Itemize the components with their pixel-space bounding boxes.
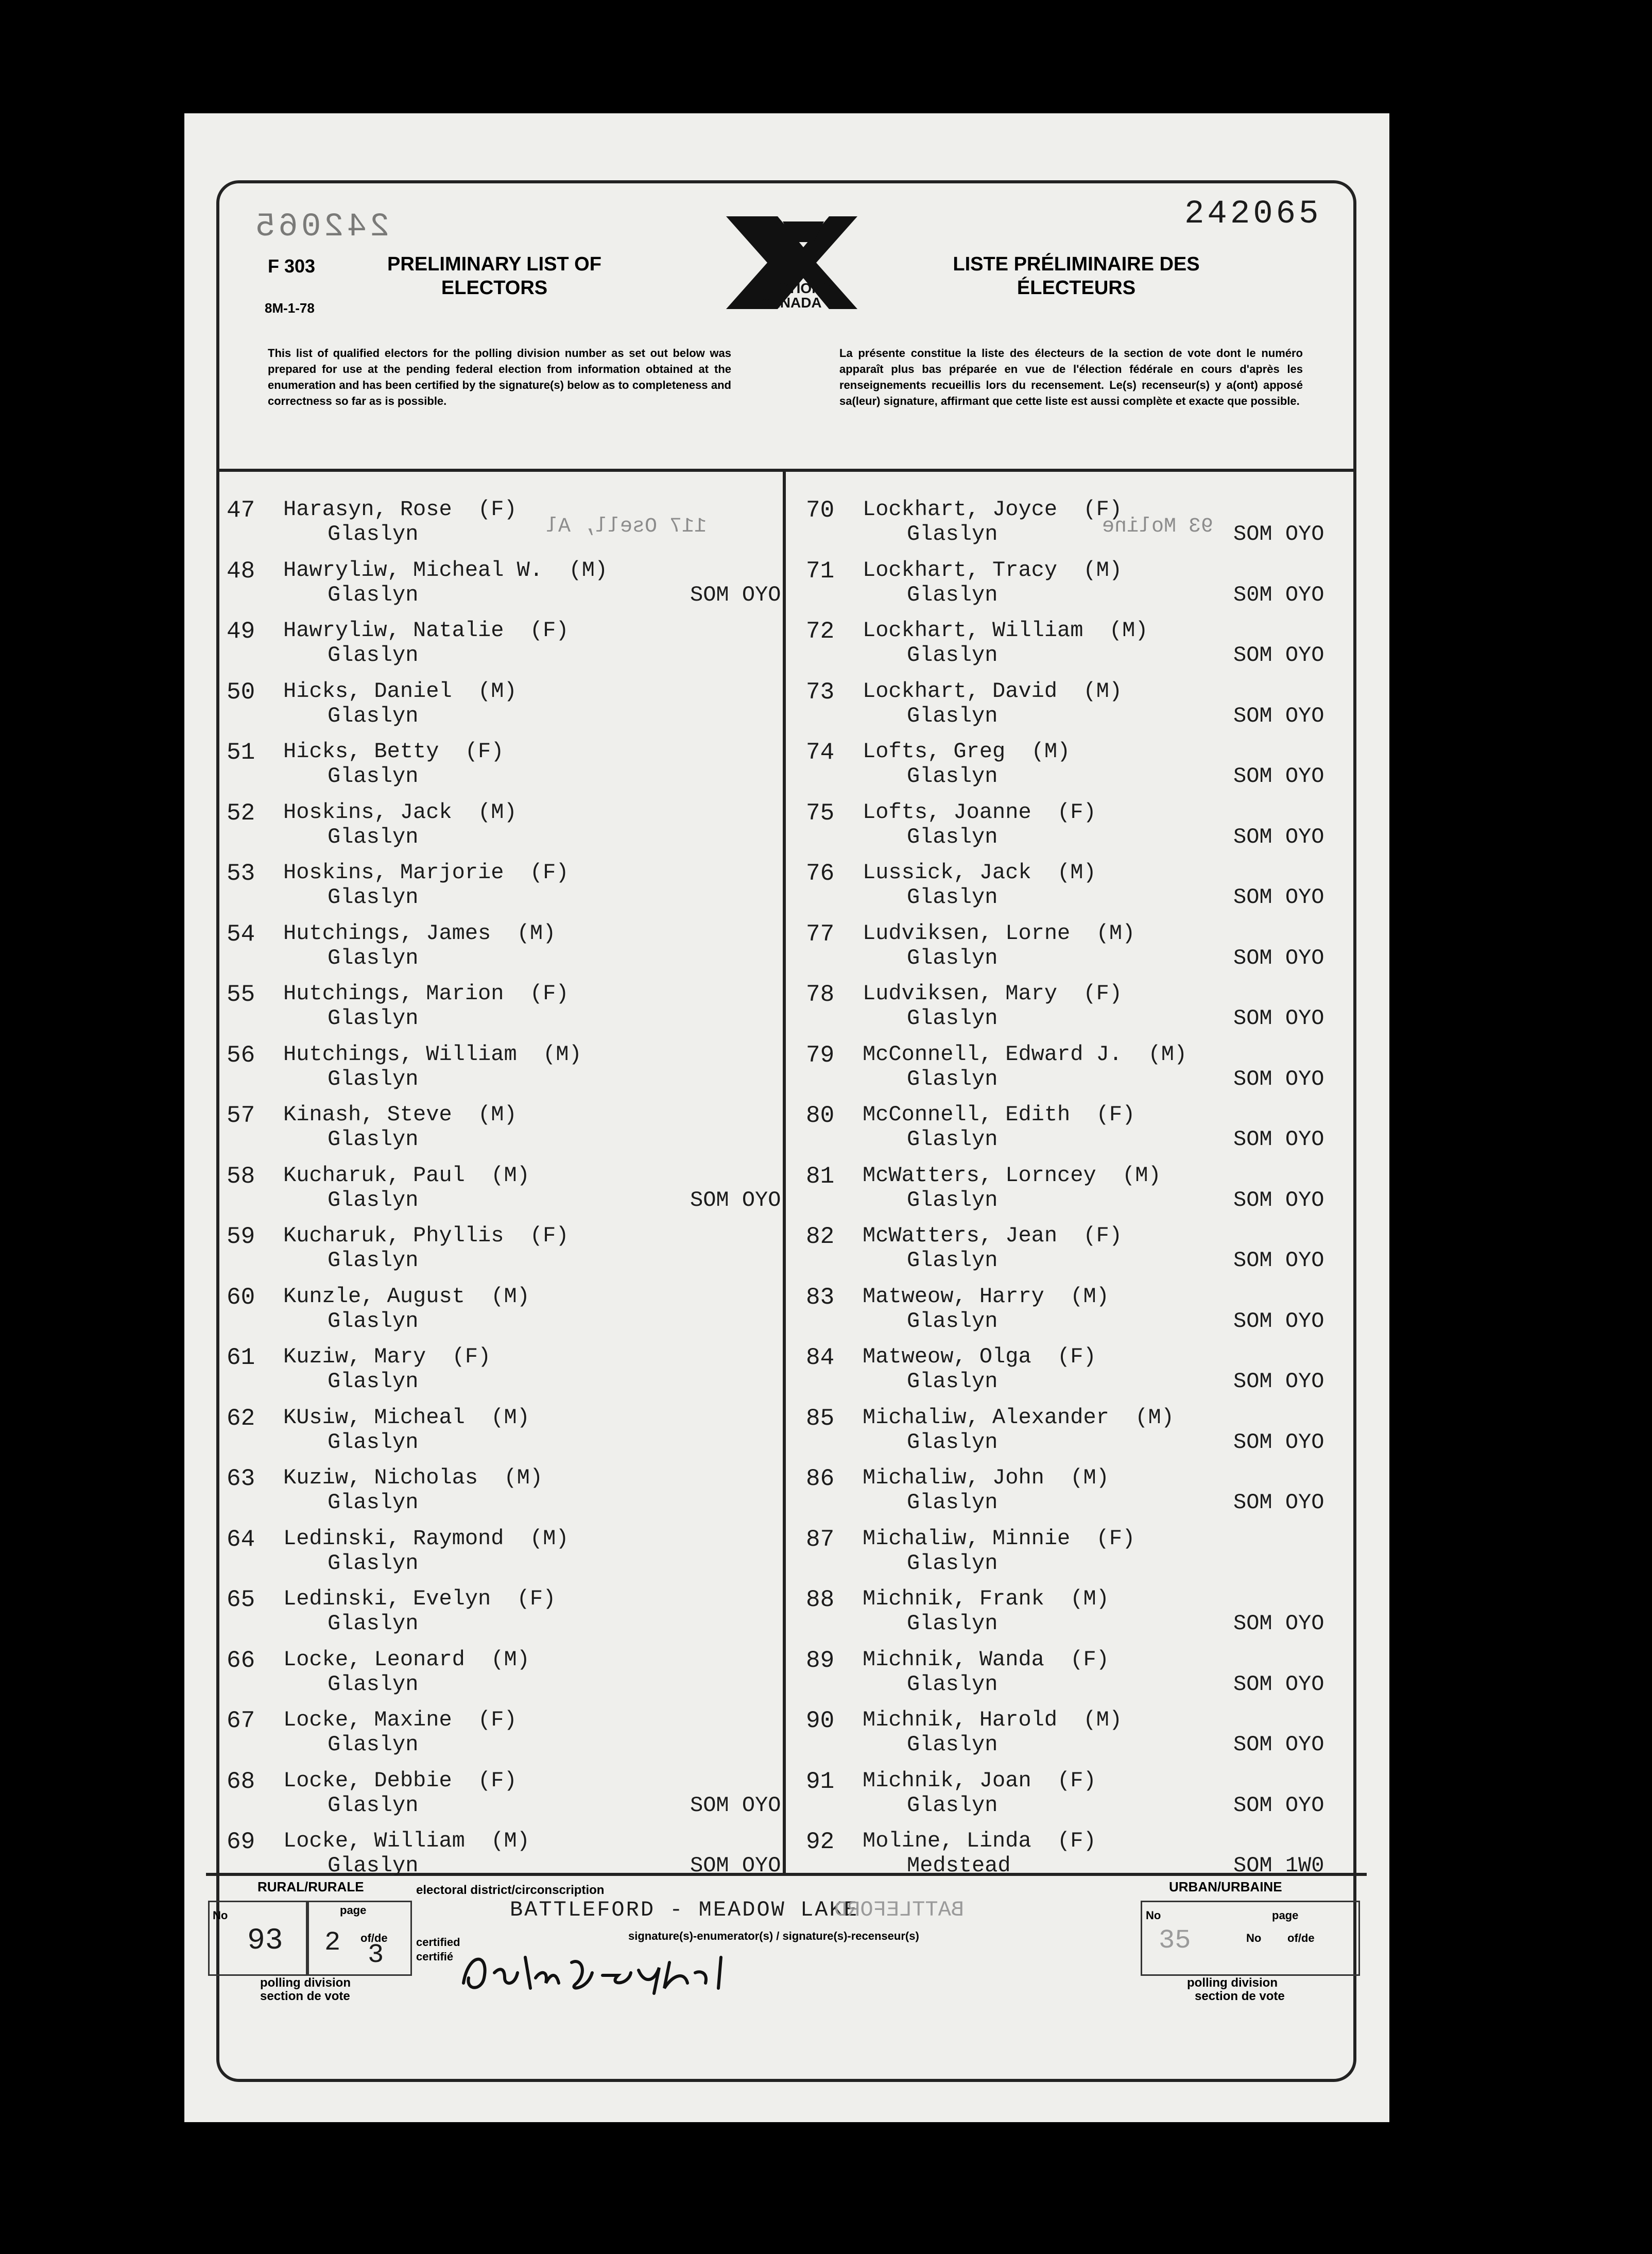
elector-row [806,921,1367,982]
elector-name: Moline, Linda (F) [863,1829,1096,1853]
elector-row [227,558,824,619]
elector-row [227,1042,824,1103]
elector-locality: Glaslyn [328,1671,419,1697]
elector-row [227,800,824,861]
elector-postal-code: SOM OYO [1233,1248,1324,1273]
elector-locality: Glaslyn [907,824,998,849]
elector-row [806,981,1367,1042]
district-label: electoral district/circonscription [416,1883,605,1897]
elector-name: Hawryliw, Natalie (F) [283,618,569,643]
elector-row [227,739,824,800]
elector-number: 84 [806,1344,835,1371]
elector-postal-code: SOM OYO [1233,824,1324,849]
elector-locality: Glaslyn [907,1308,998,1334]
elector-row [227,860,824,921]
elector-name: Hawryliw, Micheal W. (M) [283,557,608,583]
elector-name: Michaliw, Minnie (F) [863,1526,1135,1551]
elector-number: 67 [227,1707,255,1734]
enumerator-signature [453,1942,783,1999]
elector-locality: Glaslyn [328,1732,419,1757]
elector-number: 90 [806,1707,835,1734]
elector-number: 91 [806,1768,835,1795]
section-de-vote-label: section de vote [260,1989,350,2003]
elector-row [227,497,824,558]
elector-name: Kuziw, Nicholas (M) [283,1465,543,1490]
elector-postal-code: SOM OYO [1233,522,1324,547]
urban-page-label: page [1272,1909,1299,1922]
elector-number: 82 [806,1223,835,1250]
elector-locality: Glaslyn [328,1429,419,1455]
elector-row [227,1647,824,1708]
elector-row [806,1647,1367,1708]
elector-number: 63 [227,1465,255,1492]
elector-number: 74 [806,739,835,766]
elector-number: 57 [227,1102,255,1129]
district-value: BATTLEFORD - MEADOW LAKE [510,1898,858,1922]
elector-name: McWatters, Jean (F) [863,1223,1123,1248]
elector-number: 80 [806,1102,835,1129]
polling-division-label-urban: polling division [1187,1976,1278,1990]
elector-name: Michaliw, Alexander (M) [863,1405,1174,1430]
elector-number: 64 [227,1526,255,1553]
elector-row [806,1526,1367,1587]
elector-name: Lofts, Joanne (F) [863,799,1096,825]
elector-locality: Glaslyn [907,582,998,607]
elector-number: 72 [806,618,835,645]
elector-name: Hoskins, Marjorie (F) [283,860,569,885]
elector-locality: Glaslyn [328,885,419,910]
elector-number: 48 [227,557,255,585]
elector-number: 51 [227,739,255,766]
elector-locality: Glaslyn [907,1127,998,1152]
elector-number: 77 [806,920,835,948]
elector-name: Hutchings, Marion (F) [283,981,569,1006]
elector-locality: Glaslyn [907,1248,998,1273]
elector-row [806,1284,1367,1345]
elector-locality: Glaslyn [907,522,998,547]
elector-locality: Glaslyn [328,1853,419,1878]
no-label: No [213,1909,228,1922]
elector-number: 70 [806,497,835,524]
elector-locality: Glaslyn [907,1732,998,1757]
elector-name: Kucharuk, Paul (M) [283,1163,530,1188]
elector-name: Harasyn, Rose (F) [283,497,517,522]
elector-locality: Glaslyn [328,1550,419,1576]
elector-row [227,1405,824,1466]
elector-row [227,1344,824,1405]
elector-locality: Glaslyn [328,1490,419,1515]
elector-row [806,558,1367,619]
rural-label: RURAL/RURALE [257,1879,364,1894]
elector-postal-code: SOM OYO [1233,1671,1324,1697]
elector-row [806,1768,1367,1829]
elector-number: 92 [806,1829,835,1855]
elector-name: McWatters, Lorncey (M) [863,1163,1161,1188]
elector-name: Ledinski, Evelyn (F) [283,1586,556,1611]
elector-locality: Glaslyn [328,824,419,849]
elector-number: 65 [227,1586,255,1613]
elector-row [806,618,1367,679]
agency-name: ELECTIONS CANADA [749,280,832,311]
elector-name: Michnik, Harold (M) [863,1707,1123,1732]
elector-postal-code: SOM OYO [1233,1187,1324,1213]
elector-number: 85 [806,1405,835,1432]
elector-name: Lockhart, Joyce (F) [863,497,1123,522]
elector-number: 83 [806,1284,835,1311]
elector-name: Ledinski, Raymond (M) [283,1526,569,1551]
elector-locality: Glaslyn [328,1308,419,1334]
elector-locality: Glaslyn [907,1611,998,1636]
elector-row [806,1102,1367,1163]
elector-row [806,1163,1367,1224]
elector-row [227,1707,824,1768]
elector-postal-code: SOM OYO [1233,1006,1324,1031]
urban-no-label-2: No [1246,1932,1262,1944]
elector-name: Locke, Debbie (F) [283,1768,517,1793]
elector-number: 88 [806,1586,835,1613]
elector-name: Ludviksen, Lorne (M) [863,920,1135,946]
elector-name: Locke, Leonard (M) [283,1647,530,1672]
elector-postal-code: SOM OYO [1233,1369,1324,1394]
elector-name: Michaliw, John (M) [863,1465,1109,1490]
elector-postal-code: SOM OYO [1233,703,1324,728]
elector-locality: Glaslyn [328,1369,419,1394]
elector-locality: Glaslyn [328,945,419,970]
elector-locality: Glaslyn [328,1248,419,1273]
urban-label: URBAN/URBAINE [1169,1879,1282,1894]
district-bleedthrough: BATTLEFORD [834,1898,965,1922]
elector-row [227,1465,824,1526]
urban-bleedthrough: 35 [1159,1925,1191,1956]
elector-row [227,1284,824,1345]
elector-number: 53 [227,860,255,887]
elector-locality: Glaslyn [328,643,419,668]
polling-division-label: polling division [260,1976,351,1990]
elector-row [227,1768,824,1829]
elector-row [227,1163,824,1224]
elector-postal-code: SOM OYO [1233,1127,1324,1152]
elector-name: Michnik, Frank (M) [863,1586,1109,1611]
elector-locality: Glaslyn [907,1490,998,1515]
elector-locality: Glaslyn [328,522,419,547]
elector-row [806,739,1367,800]
elector-number: 79 [806,1041,835,1069]
elector-name: Lockhart, William (M) [863,618,1148,643]
elector-row [227,679,824,740]
signature-label: signature(s)-enumerator(s) / signature(s)-recenseur(s) [628,1929,919,1942]
elector-name: Ludviksen, Mary (F) [863,981,1123,1006]
elector-postal-code: SOM OYO [690,1853,781,1878]
polling-division-number: 93 [247,1924,283,1958]
elector-locality: Glaslyn [328,1066,419,1091]
elector-row [806,1707,1367,1768]
header-divider [216,469,1356,472]
certified-label-fr: certifié [416,1950,454,1963]
elector-row [227,1526,824,1587]
elector-postal-code: SOM OYO [1233,764,1324,789]
elector-number: 61 [227,1344,255,1371]
elector-locality: Glaslyn [907,1429,998,1455]
elector-number: 50 [227,678,255,706]
elector-number: 55 [227,981,255,1008]
elector-locality: Glaslyn [328,764,419,789]
elector-locality: Glaslyn [907,1671,998,1697]
elector-row [227,1586,824,1647]
elector-postal-code: SOM OYO [1233,1308,1324,1334]
elector-number: 86 [806,1465,835,1492]
elector-row [806,1465,1367,1526]
elector-row [227,618,824,679]
elector-locality: Glaslyn [907,945,998,970]
form-code: F 303 [268,255,316,277]
elector-locality: Glaslyn [907,703,998,728]
elector-locality: Glaslyn [328,582,419,607]
title-french: LISTE PRÉLIMINAIRE DES ÉLECTEURS [953,253,1200,299]
elector-name: McConnell, Edward J. (M) [863,1041,1188,1067]
elector-locality: Glaslyn [328,1127,419,1152]
elector-locality: Glaslyn [907,1006,998,1031]
elector-number: 68 [227,1768,255,1795]
elector-locality: Glaslyn [907,643,998,668]
elector-row [806,1344,1367,1405]
elector-row [806,860,1367,921]
elector-locality: Glaslyn [907,1187,998,1213]
elector-locality: Glaslyn [907,1066,998,1091]
elector-postal-code: SOM OYO [1233,1611,1324,1636]
bleedthrough-text: 117 Osell, Al [546,515,707,538]
elector-locality: Glaslyn [907,1550,998,1576]
elector-name: Locke, William (M) [283,1829,530,1853]
elector-locality: Glaslyn [328,703,419,728]
elector-row [806,1405,1367,1466]
elector-name: Lofts, Greg (M) [863,739,1071,764]
elector-postal-code: SOM OYO [690,1792,781,1818]
elector-name: Lockhart, Tracy (M) [863,557,1123,583]
elector-locality: Glaslyn [907,1369,998,1394]
page-total: 3 [368,1940,384,1970]
elector-name: Lockhart, David (M) [863,678,1123,704]
elector-postal-code: SOM OYO [1233,1792,1324,1818]
elector-postal-code: SOM OYO [1233,945,1324,970]
elector-name: KUsiw, Micheal (M) [283,1405,530,1430]
elector-postal-code: SOM OYO [1233,1066,1324,1091]
elector-number: 47 [227,497,255,524]
elector-name: Locke, Maxine (F) [283,1707,517,1732]
elector-number: 58 [227,1163,255,1190]
elector-name: Michnik, Joan (F) [863,1768,1096,1793]
elector-row [806,679,1367,740]
elector-row [806,1042,1367,1103]
elector-name: Michnik, Wanda (F) [863,1647,1109,1672]
elector-number: 69 [227,1829,255,1855]
elector-locality: Glaslyn [328,1187,419,1213]
elector-name: Hicks, Betty (F) [283,739,504,764]
elector-name: Kuziw, Mary (F) [283,1344,491,1369]
form-date: 8M-1-78 [265,300,315,316]
elector-number: 76 [806,860,835,887]
elector-row [227,1223,824,1284]
elector-number: 60 [227,1284,255,1311]
elector-name: Hutchings, James (M) [283,920,556,946]
elector-postal-code: SOM OYO [1233,1429,1324,1455]
elector-row [227,981,824,1042]
elector-number: 62 [227,1405,255,1432]
elector-locality: Glaslyn [907,885,998,910]
elector-number: 78 [806,981,835,1008]
elector-name: Lussick, Jack (M) [863,860,1096,885]
elector-number: 52 [227,799,255,827]
elector-name: Kucharuk, Phyllis (F) [283,1223,569,1248]
elector-name: Matweow, Olga (F) [863,1344,1096,1369]
elector-name: Hoskins, Jack (M) [283,799,517,825]
elector-postal-code: SOM OYO [1233,643,1324,668]
intro-text-english: This list of qualified electors for the polling division number as set out below was prepared for use at the pending federal election from information obtained at the enumeration and has been certified by the signature(s) below as to completeness and correctness so far as is possible. [268,347,731,407]
elector-name: McConnell, Edith (F) [863,1102,1135,1127]
of-label: of/de [360,1932,388,1944]
bleedthrough-text: 93 Moline [1102,515,1214,538]
elector-locality: Glaslyn [907,764,998,789]
page-number: 2 [324,1927,341,1958]
elector-row [806,497,1367,558]
elector-number: 59 [227,1223,255,1250]
elector-row [227,921,824,982]
elector-row [806,1586,1367,1647]
elector-number: 89 [806,1647,835,1674]
intro-text-french: La présente constitue la liste des électeurs de la section de vote dont le numéro apparaît plus bas préparée en vue de l'élection fédérale en cours d'après les renseignements recueillis lors du recensement. Le(s) recenseur(s) y a(ont) apposé sa(leur) signature, affirmant que cette liste est aussi complète et exacte que possible. [839,347,1303,407]
elector-number: 54 [227,920,255,948]
page-label: page [340,1904,367,1917]
elector-postal-code: SOM OYO [1233,885,1324,910]
elector-postal-code: S0M OYO [1233,582,1324,607]
elector-name: Matweow, Harry (M) [863,1284,1109,1309]
elector-locality: Glaslyn [907,1792,998,1818]
elector-number: 71 [806,557,835,585]
elector-row [806,1829,1367,1889]
elector-name: Hutchings, William (M) [283,1041,582,1067]
elector-row [806,1223,1367,1284]
elector-postal-code: SOM OYO [1233,1490,1324,1515]
elector-locality: Glaslyn [328,1792,419,1818]
urban-no-label: No [1146,1909,1161,1922]
elector-locality: Glaslyn [328,1611,419,1636]
elector-number: 75 [806,799,835,827]
elector-name: Hicks, Daniel (M) [283,678,517,704]
elector-row [227,1102,824,1163]
elector-name: Kinash, Steve (M) [283,1102,517,1127]
elector-row [806,800,1367,861]
elector-postal-code: SOM OYO [1233,1732,1324,1757]
elector-locality: Medstead [907,1853,1011,1878]
elector-postal-code: SOM 1W0 [1233,1853,1324,1878]
serial-number: 242065 [1184,196,1322,233]
serial-number-bleedthrough: 242065 [252,209,390,246]
elector-number: 56 [227,1041,255,1069]
certified-label: certified [416,1936,460,1949]
section-de-vote-label-urban: section de vote [1195,1989,1285,2003]
elector-number: 81 [806,1163,835,1190]
elector-postal-code: SOM OYO [690,582,781,607]
title-english: PRELIMINARY LIST OF ELECTORS [387,253,601,299]
elector-name: Kunzle, August (M) [283,1284,530,1309]
elector-locality: Glaslyn [328,1006,419,1031]
urban-of-label: of/de [1287,1932,1315,1944]
elector-number: 73 [806,678,835,706]
elector-number: 49 [227,618,255,645]
elector-number: 66 [227,1647,255,1674]
elector-number: 87 [806,1526,835,1553]
elector-postal-code: SOM OYO [690,1187,781,1213]
